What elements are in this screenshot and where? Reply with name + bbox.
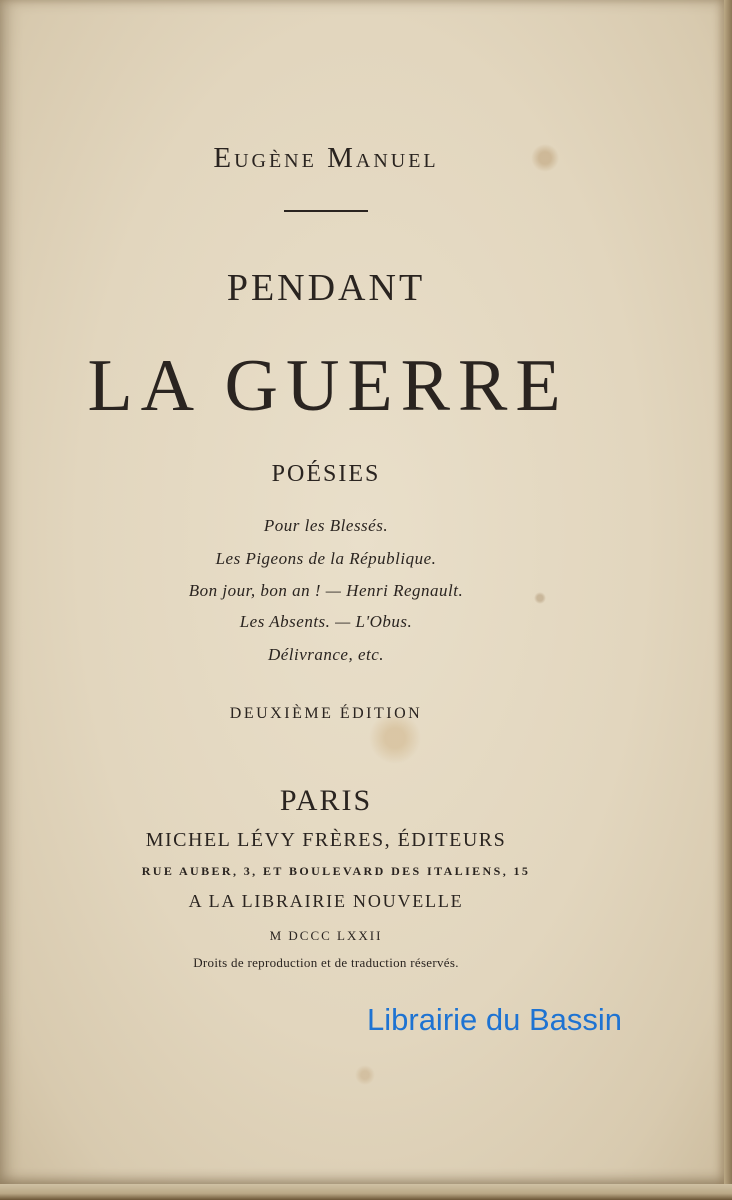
- publisher-name: MICHEL LÉVY FRÈRES, ÉDITEURS: [145, 829, 507, 851]
- edition-label: DEUXIÈME ÉDITION: [229, 705, 423, 722]
- publication-city: PARIS: [279, 784, 373, 817]
- publication-year: M DCCC LXXII: [269, 928, 383, 943]
- page-edge-bottom: [0, 1184, 732, 1200]
- page-edge-right: [724, 0, 732, 1190]
- title-line-2: LA GUERRE: [87, 345, 569, 427]
- author-name: Eugène Manuel: [213, 142, 439, 174]
- genre-label: POÉSIES: [271, 461, 381, 487]
- seller-watermark: Librairie du Bassin: [367, 1002, 623, 1037]
- contents-item: Les Pigeons de la République.: [215, 549, 437, 568]
- contents-item: Délivrance, etc.: [267, 645, 385, 664]
- contents-item: Les Absents. — L'Obus.: [239, 612, 413, 631]
- publisher-address: RUE AUBER, 3, ET BOULEVARD DES ITALIENS, 15: [141, 864, 531, 878]
- contents-item: Pour les Blessés.: [263, 516, 389, 535]
- title-line-1: PENDANT: [226, 267, 426, 309]
- bookshop-name: A LA LIBRAIRIE NOUVELLE: [188, 891, 464, 911]
- decorative-rule: [284, 210, 368, 212]
- contents-item: Bon jour, bon an ! — Henri Regnault.: [188, 581, 464, 600]
- rights-notice: Droits de reproduction et de traduction réservés.: [193, 955, 459, 970]
